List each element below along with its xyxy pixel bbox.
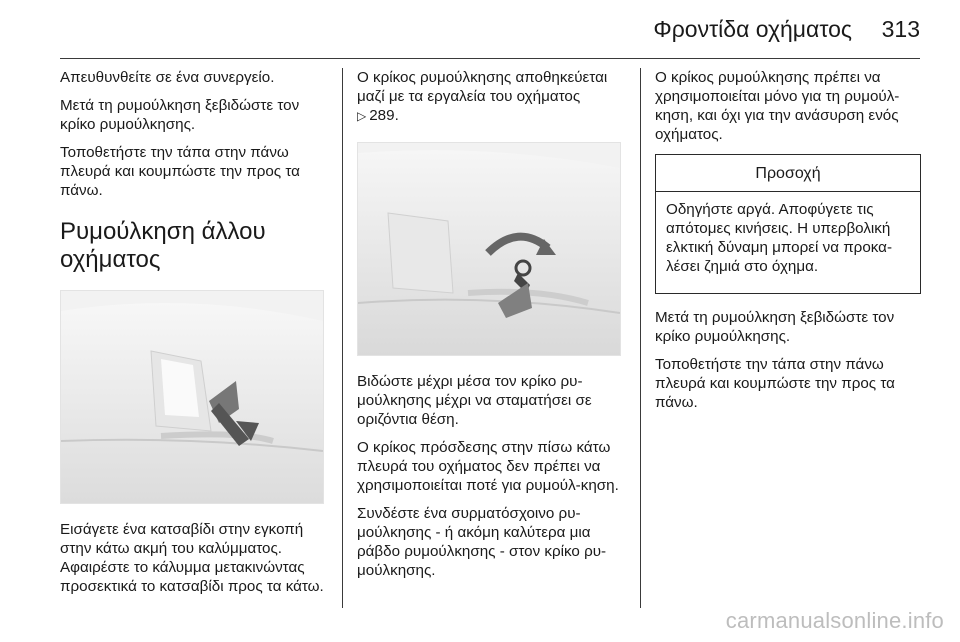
paragraph: Απευθυνθείτε σε ένα συνεργείο. (60, 69, 275, 86)
page-header (0, 0, 960, 60)
column-1 (60, 68, 326, 605)
paragraph: Τοποθετήστε την τάπα στην πάνω πλευρά και κουμπώστε την προς τα πάνω. (655, 356, 895, 411)
section-heading: Ρυμούλκηση άλλου οχήματος (60, 218, 266, 273)
paragraph: Μετά τη ρυμούλκηση ξεβιδώστε τον κρίκο ρυμούλκησης. (60, 97, 300, 133)
paragraph (357, 68, 623, 126)
paragraph: Εισάγετε ένα κατσαβίδι στην εγκοπή στην κάτω ακμή του καλύμματος. Αφαιρέστε το κάλυμμα μετακινώντας προσεκτικά το κατσαβίδι προς τα κάτω. (60, 521, 324, 595)
page-reference-arrow-icon: ▷ (357, 109, 367, 123)
paragraph: Μετά τη ρυμούλκηση ξεβιδώστε τον κρίκο ρυμούλκησης. (655, 309, 895, 345)
towing-eye-illustration (357, 142, 621, 356)
paragraph: Ο κρίκος ρυμούλκησης πρέπει να χρησιμοποιείται μόνο για τη ρυμούλ-κηση, και όχι για την ανάσυρση ενός οχήματος. (655, 69, 900, 143)
caution-text: Οδηγήστε αργά. Αποφύγετε τις απότομες κινήσεις. Η υπερβολική ελκτική δύναμη μπορεί να προκα-λέσει ζημιά στο όχημα. (666, 201, 893, 275)
paragraph: Τοποθετήστε την τάπα στην πάνω πλευρά και κουμπώστε την προς τα πάνω. (60, 144, 300, 199)
header-divider (60, 58, 920, 59)
page-number: 313 (881, 16, 920, 42)
paragraph: Συνδέστε ένα συρματόσχοινο ρυ-μούλκησης - ή ακόμη καλύτερα μια ράβδο ρυμούλκησης - στον κρίκο ρυ-μούλκησης. (357, 505, 607, 579)
page-reference: 289. (369, 107, 399, 124)
paragraph-text: Ο κρίκος ρυμούλκησης αποθηκεύεται μαζί με τα εργαλεία του οχήματος (357, 69, 608, 105)
column-divider-2 (640, 68, 641, 608)
column-2 (357, 68, 623, 589)
caution-box (655, 154, 921, 294)
column-divider-1 (342, 68, 343, 608)
column-3 (655, 68, 921, 421)
paragraph: Ο κρίκος πρόσδεσης στην πίσω κάτω πλευρά του οχήματος δεν πρέπει να χρησιμοποιείται ποτέ για ρυμούλ-κηση. (357, 439, 619, 494)
paragraph: Βιδώστε μέχρι μέσα τον κρίκο ρυ-μούλκησης μέχρι να σταματήσει σε οριζόντια θέση. (357, 373, 592, 428)
page-title: Φροντίδα οχήματος (653, 16, 852, 42)
watermark: carmanualsonline.info (725, 608, 944, 633)
caution-title: Προσοχή (656, 155, 920, 192)
bumper-cover-illustration (60, 290, 324, 504)
